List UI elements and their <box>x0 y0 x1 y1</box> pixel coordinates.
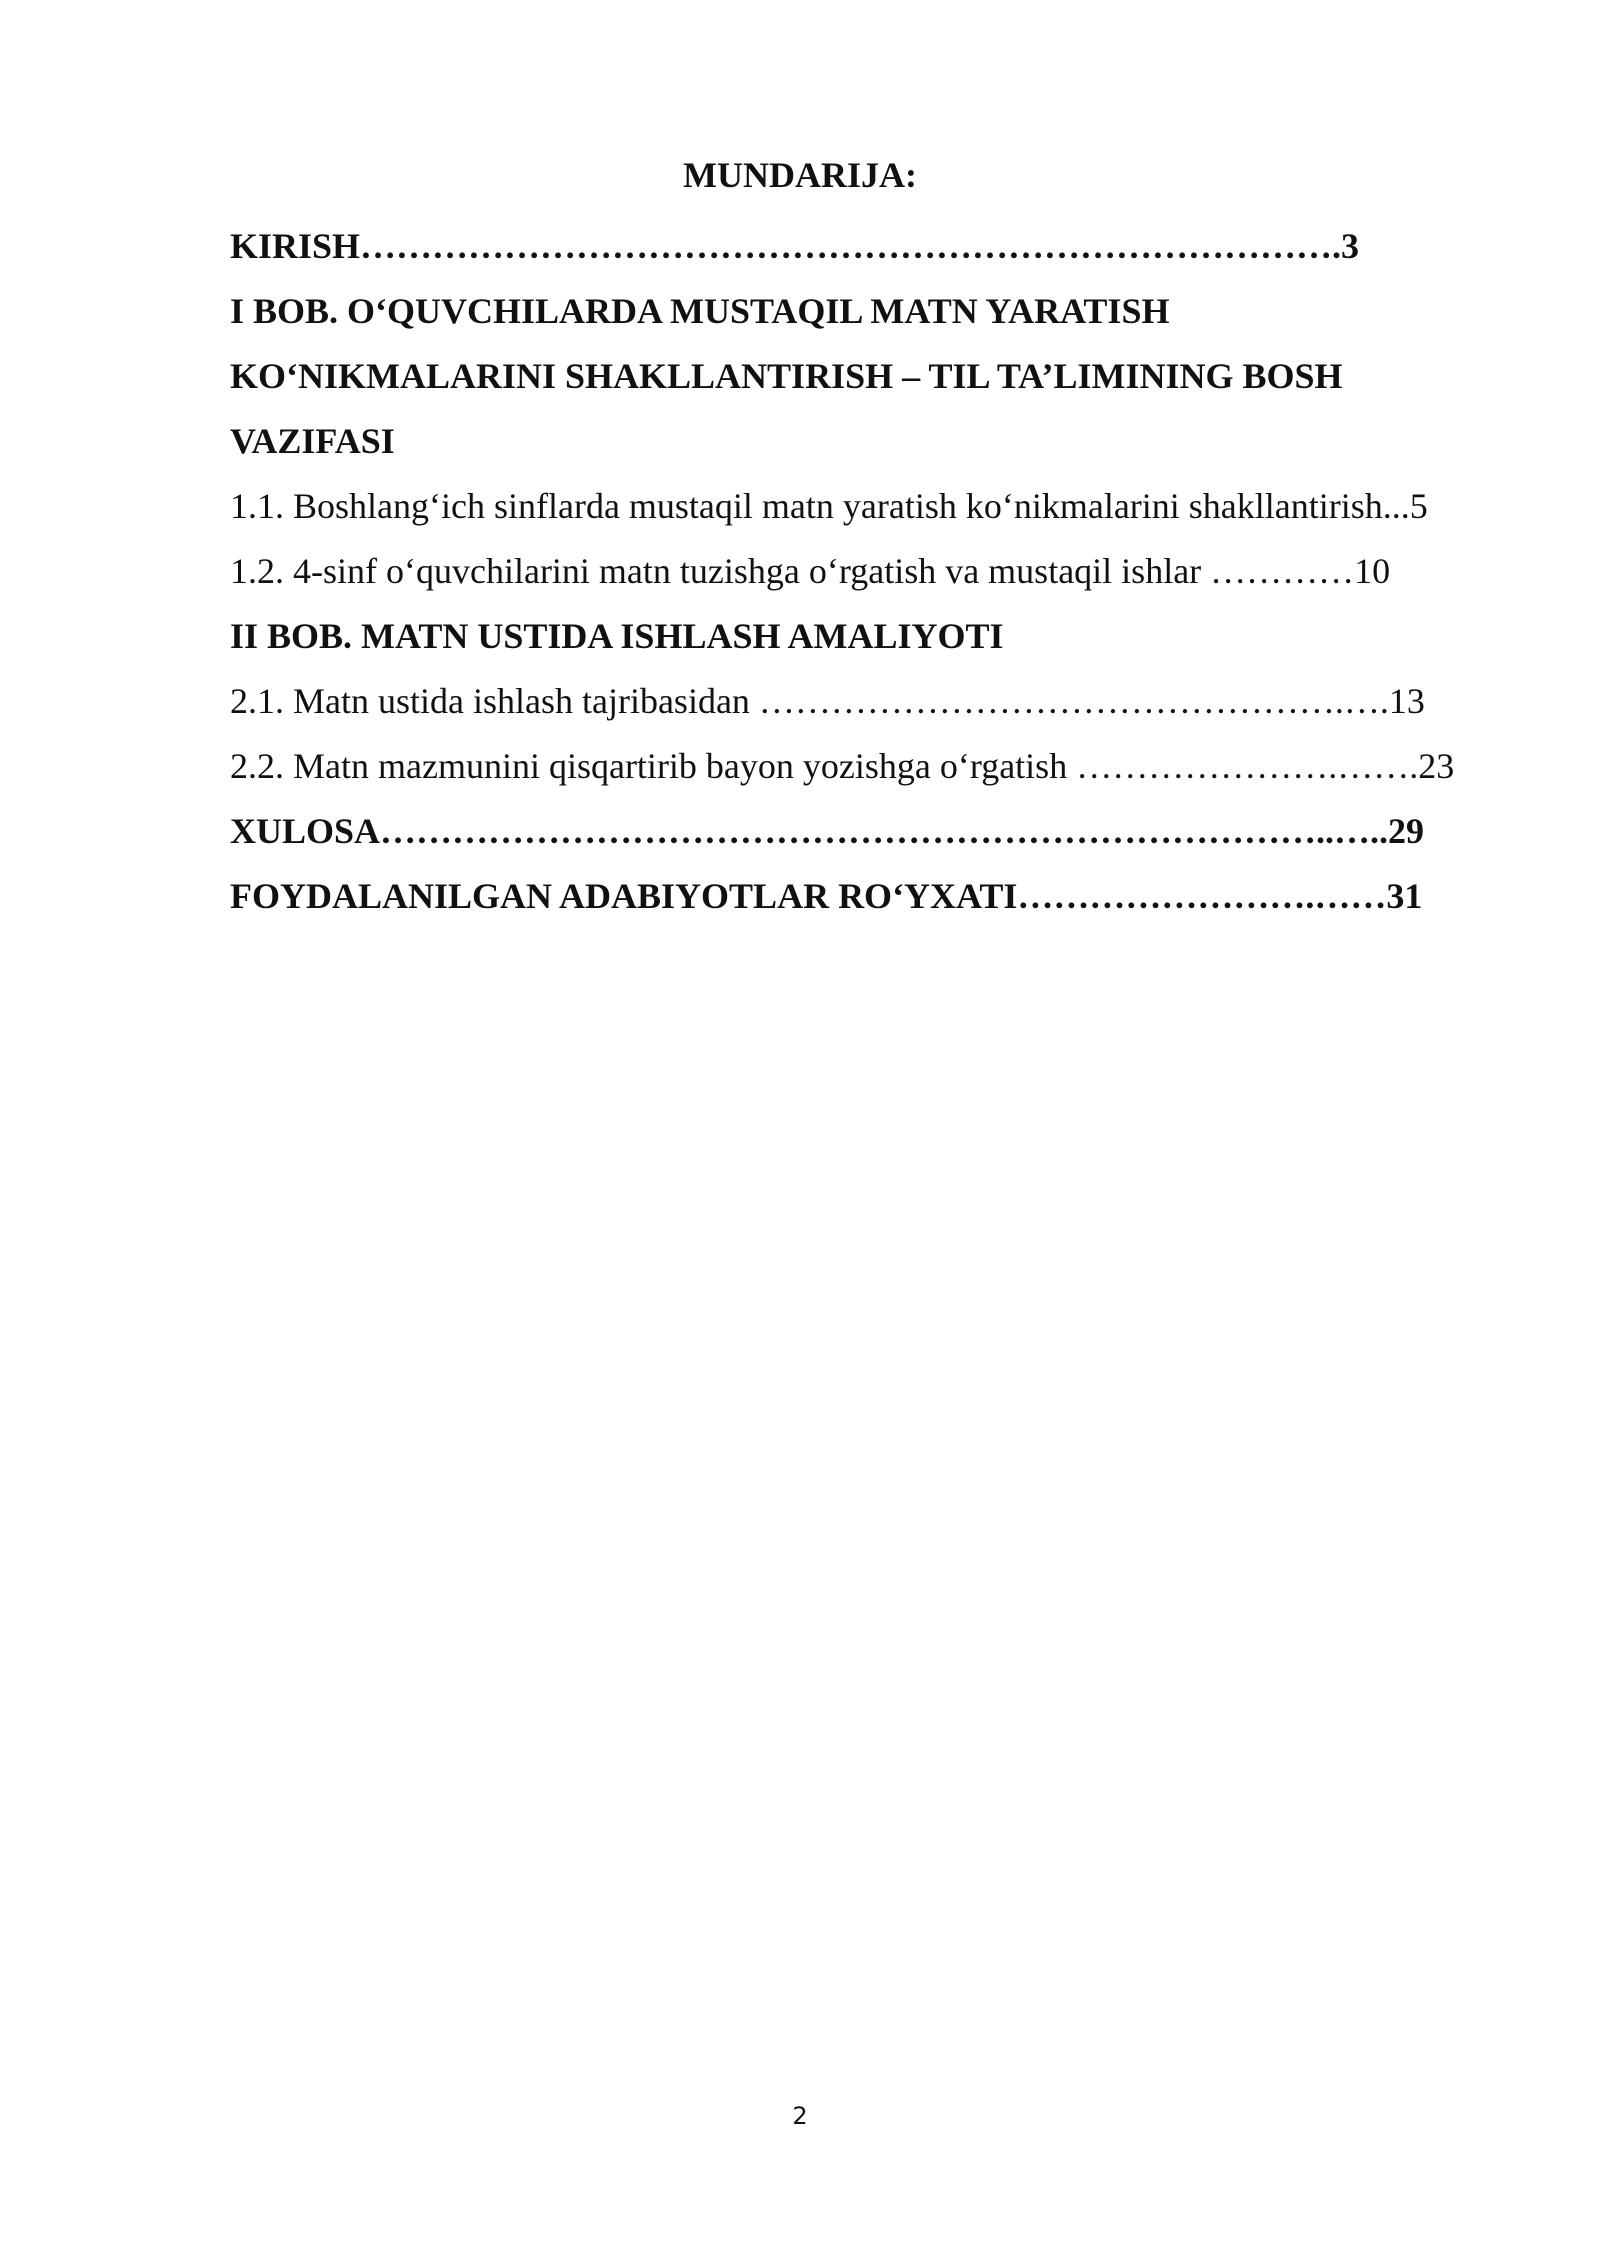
toc-section-1-2: 1.2. 4-sinf o‘quvchilarini matn tuzishga o‘rgatish va mustaqil ishlar …………10 <box>230 551 1391 591</box>
toc-entry-adabiyotlar: FOYDALANILGAN ADABIYOTLAR RO‘YXATI…………………….……31 <box>230 876 1423 916</box>
toc-chapter-1-line-3: VAZIFASI <box>230 421 395 461</box>
toc-entry-xulosa: XULOSA……………………………………………………………………..…..29 <box>230 811 1425 851</box>
toc-chapter-1-line-2: KO‘NIKMALARINI SHAKLLANTIRISH – TIL TA’LIMINING BOSH <box>230 356 1343 396</box>
page-title: MUNDARIJA: <box>683 155 917 195</box>
toc-chapter-1-line-1: I BOB. O‘QUVCHILARDA MUSTAQIL MATN YARATISH <box>230 291 1170 331</box>
toc-section-1-1: 1.1. Boshlang‘ich sinflarda mustaqil matn yaratish ko‘nikmalarini shakllantirish...5 <box>230 486 1428 526</box>
table-of-contents <box>230 214 1490 929</box>
toc-entry-kirish: KIRISH……………………………………………………………………….3 <box>230 226 1360 266</box>
toc-section-2-2: 2.2. Matn mazmunini qisqartirib bayon yozishga o‘rgatish ………………….…….23 <box>230 746 1455 786</box>
page-number: 2 <box>792 2102 808 2130</box>
toc-chapter-2: II BOB. MATN USTIDA ISHLASH AMALIYOTI <box>230 616 1004 656</box>
toc-section-2-1: 2.1. Matn ustida ishlash tajribasidan ………………………………………….….13 <box>230 681 1425 721</box>
